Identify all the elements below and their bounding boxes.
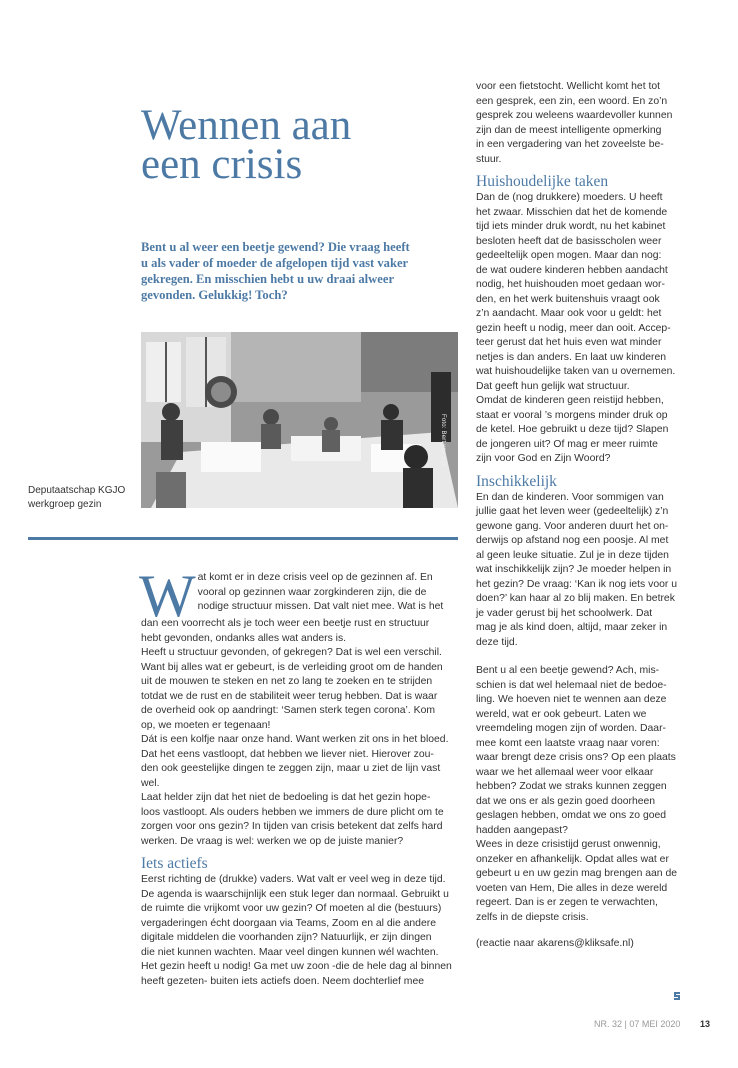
body-line: het zwaar. Misschien dat het de komende [476, 206, 668, 218]
title-line-2: een crisis [141, 141, 303, 188]
body-line: zelfs in de diepste crisis. [476, 911, 589, 923]
body-line: waar we het allemaal weer voor elkaar [476, 766, 654, 778]
body-line: besloten heeft dat de basisscholen weer [476, 235, 662, 247]
body-line: Eerst richting de (drukke) vaders. Wat valt er veel weg in deze tijd. [141, 874, 446, 885]
body-line: den, en het werk buitenshuis vraagt ook [476, 293, 660, 305]
body-line: die niet kunnen wachten. Maar veel dingen kunnen wél wachten. [141, 946, 439, 958]
body-line: gedeeltelijk open mogen. Maar dan nog: [476, 250, 662, 261]
body-line: teer gerust dat het huis even wat minder [476, 337, 662, 348]
body-line: wel. [141, 777, 160, 789]
section-divider [28, 537, 458, 540]
body-line: voeten van Hem, Die alles in deze wereld [476, 882, 668, 894]
left-column [139, 563, 461, 989]
body-line: mag je als kind doen, altijd, maar zeker in [476, 622, 668, 633]
body-line: de wat oudere kinderen hebben aandacht [476, 264, 668, 276]
body-line: dan een voorrecht als je toch weer een beetje rust en structuur [141, 618, 430, 629]
body-line: dat we ons er als gezin goed doorheen [476, 795, 656, 807]
body-line: loos vastloopt. Als ouders hebben we immers de dure plicht om te [141, 806, 444, 818]
body-line: deze tijd. [476, 636, 518, 648]
section-heading-iets-actiefs: Iets actiefs [141, 855, 208, 872]
body-line: hadden aangepast? [476, 824, 568, 836]
body-line: de jongeren uit? Of mag er meer ruimte [476, 438, 658, 450]
body-line: Dat het eens vastloopt, dat hebben we liever niet. Hierover zou- [141, 748, 434, 760]
body-line: heeft gezeten- buiten iets actiefs doen. Neem dochterlief mee [141, 975, 425, 987]
body-line: schien is dat wel helemaal niet de bedoe- [476, 679, 667, 691]
body-line: wat inschikkelijk zijn? Je moeder helpen in [476, 564, 672, 575]
section-heading-inschikkelijk: Inschikkelijk [476, 472, 557, 490]
body-line: de ketel. Hoe gebruikt u deze tijd? Slapen [476, 424, 669, 435]
body-line: digitale middelen die voorhanden zijn? Natuurlijk, er zijn dingen [141, 932, 432, 943]
body-line: netjes is dan anders. En laat uw kinderen [476, 351, 667, 363]
article-title [141, 102, 461, 188]
body-line: wereld, wat er ook gebeurt. Laten we [476, 708, 647, 720]
body-line: zijn dan de meest intelligente opmerking [476, 124, 662, 136]
body-line: een gesprek, een zin, een woord. En zo’n [476, 95, 668, 107]
body-line: wat huishoudelijke taken van u overnemen. [476, 366, 676, 377]
body-line: de ruimte die vrijkomt voor uw gezin? Of moeten al die (bestuurs) [141, 903, 442, 914]
intro-line: u als vader of moeder de afgelopen tijd vast vaker [141, 256, 409, 270]
photo-credit: Foto: Bert van Dijk [440, 414, 446, 468]
body-line: onzeker en afhankelijk. Opdat alles wat er [476, 853, 669, 865]
body-line: Het gezin heeft u nodig! Ga met uw zoon -die de hele dag al binnen [141, 961, 452, 972]
body-line: gewone gang. Voor anderen duurt het on- [476, 520, 669, 532]
body-line: Dat geeft hun gelijk wat structuur. [476, 380, 630, 392]
body-line: vergaderingen écht doorgaan via Teams, Zoom en al die andere [141, 917, 436, 929]
body-line: Dan de (nog drukkere) moeders. U heeft [476, 192, 663, 203]
body-line: jullie gaat het leven weer (gedeeltelijk) z’n [476, 506, 669, 517]
intro-lead [141, 239, 464, 303]
issue-footer: NR. 32 | 07 MEI 2020 [594, 1019, 681, 1029]
body-line: at komt er in deze crisis veel op de gezinnen af. En [197, 572, 433, 583]
intro-line: Bent u al weer een beetje gewend? Die vraag heeft [141, 240, 410, 254]
body-line: gezin heeft u nodig, meer dan ooit. Accep- [476, 322, 671, 334]
body-line: waar brengt deze crisis ons? Op een plaats [476, 752, 676, 763]
body-line: den ook geestelijke dingen te zeggen zijn, maar u ziet de lijn vast [141, 763, 441, 774]
body-line: het gezin? De vraag: ‘Kan ik nog iets voor u [476, 578, 678, 590]
body-line: Omdat de kinderen geen reistijd hebben, [476, 395, 664, 406]
body-line: Dát is een kolfje naar onze hand. Want werken zit ons in het bloed. [141, 734, 449, 745]
body-line: al geen leuke situatie. Zul je in deze tijden [476, 549, 669, 561]
page-number: 13 [700, 1019, 711, 1029]
body-line: stuur. [476, 153, 502, 165]
caption-line: werkgroep gezin [28, 499, 102, 510]
photo-caption [28, 484, 138, 512]
body-line: totdat we de rust en de stabiliteit weer terug hebben. Dat is waar [141, 690, 438, 702]
body-line: voor een fietstocht. Wellicht komt het tot [476, 81, 661, 92]
body-line: gesprek zou weleens waardevoller kunnen [476, 110, 673, 121]
section-heading-huishoudelijke-taken: Huishoudelijke taken [476, 173, 609, 190]
body-line: Want bij alles wat er gebeurt, is de verleiding groot om de handen [141, 661, 443, 673]
body-line: de overheid ook op aandringt: ‘Samen sterk tegen corona’. Kom [141, 705, 436, 716]
caption-line: Deputaatschap KGJO [28, 485, 126, 496]
body-line: zijn voor God en Zijn Woord? [476, 453, 611, 464]
body-line: Wees in deze crisistijd gerust onwennig, [476, 839, 661, 850]
body-line: zorgen voor ons gezin? In tijden van crisis betekent dat zelfs hard [141, 821, 443, 832]
intro-line: gekregen. En misschien hebt u uw draai alweer [141, 272, 395, 286]
body-line: En dan de kinderen. Voor sommigen van [476, 491, 664, 503]
body-line: De agenda is waarschijnlijk een stuk leger dan normaal. Gebruikt u [141, 888, 449, 900]
body-line: geslagen hebben, omdat we ons zo goed [476, 810, 667, 821]
end-mark-icon [672, 991, 682, 1001]
body-line: doen?’ kan haar al zo blij maken. En betrek [476, 593, 675, 604]
body-line: ling. We hoeven niet te wennen aan deze [476, 694, 667, 705]
body-line: mee komt een laatste vraag naar voren: [476, 737, 660, 749]
body-line: hebben? Zodat we straks kunnen zeggen [476, 781, 667, 792]
contact-email: (reactie naar akarens@kliksafe.nl) [476, 938, 634, 949]
right-column [476, 80, 716, 952]
drop-cap: W [139, 563, 196, 629]
body-line: Bent u al een beetje gewend? Ach, mis- [476, 665, 660, 676]
body-line: z’n aandacht. Maar ook voor u geldt: het [476, 308, 662, 319]
body-line: Laat helder zijn dat het niet de bedoeling is dat het gezin hope- [141, 792, 431, 803]
body-line: regeert. Dan is er zegen te verwachten, [476, 897, 658, 908]
body-line: vooral op gezinnen waar zorgkinderen zijn, die de [197, 586, 427, 598]
body-line: staat er vooral ’s morgens minder druk op [476, 409, 668, 421]
family-photo [141, 332, 458, 508]
body-line: nodig, het huishouden moet gedaan wor- [476, 279, 665, 290]
title-line-1: Wennen aan [141, 102, 352, 149]
body-line: in een vergadering van het zoveelste be- [476, 139, 664, 150]
body-line: derwijs op afstand nog een poosje. Al met [476, 535, 669, 546]
body-line: gebeurt u en uw gezin mag brengen aan de [476, 868, 678, 879]
body-line: je vader gerust bij het schoolwerk. Dat [476, 607, 653, 619]
body-line: werken. De vraag is wel: werken we op de juiste manier? [141, 835, 404, 847]
intro-line: gevonden. Gelukkig! Toch? [141, 288, 288, 302]
body-line: nodige structuur missen. Dat valt niet mee. Wat is het [197, 601, 444, 612]
body-line: tijd iets minder druk wordt, nu het kabinet [476, 221, 666, 232]
body-line: uit de mouwen te steken en net zo lang te zoeken en te strijden [141, 676, 433, 687]
body-line: Heeft u structuur gevonden, of gekregen? Dat is wel een verschil. [141, 647, 442, 658]
body-line: hebt gevonden, ondanks alles wat anders is. [141, 632, 347, 644]
body-line: vreemdeling mogen zijn of worden. Daar- [476, 723, 667, 734]
body-line: op, we moeten er tegenaan! [141, 719, 271, 731]
